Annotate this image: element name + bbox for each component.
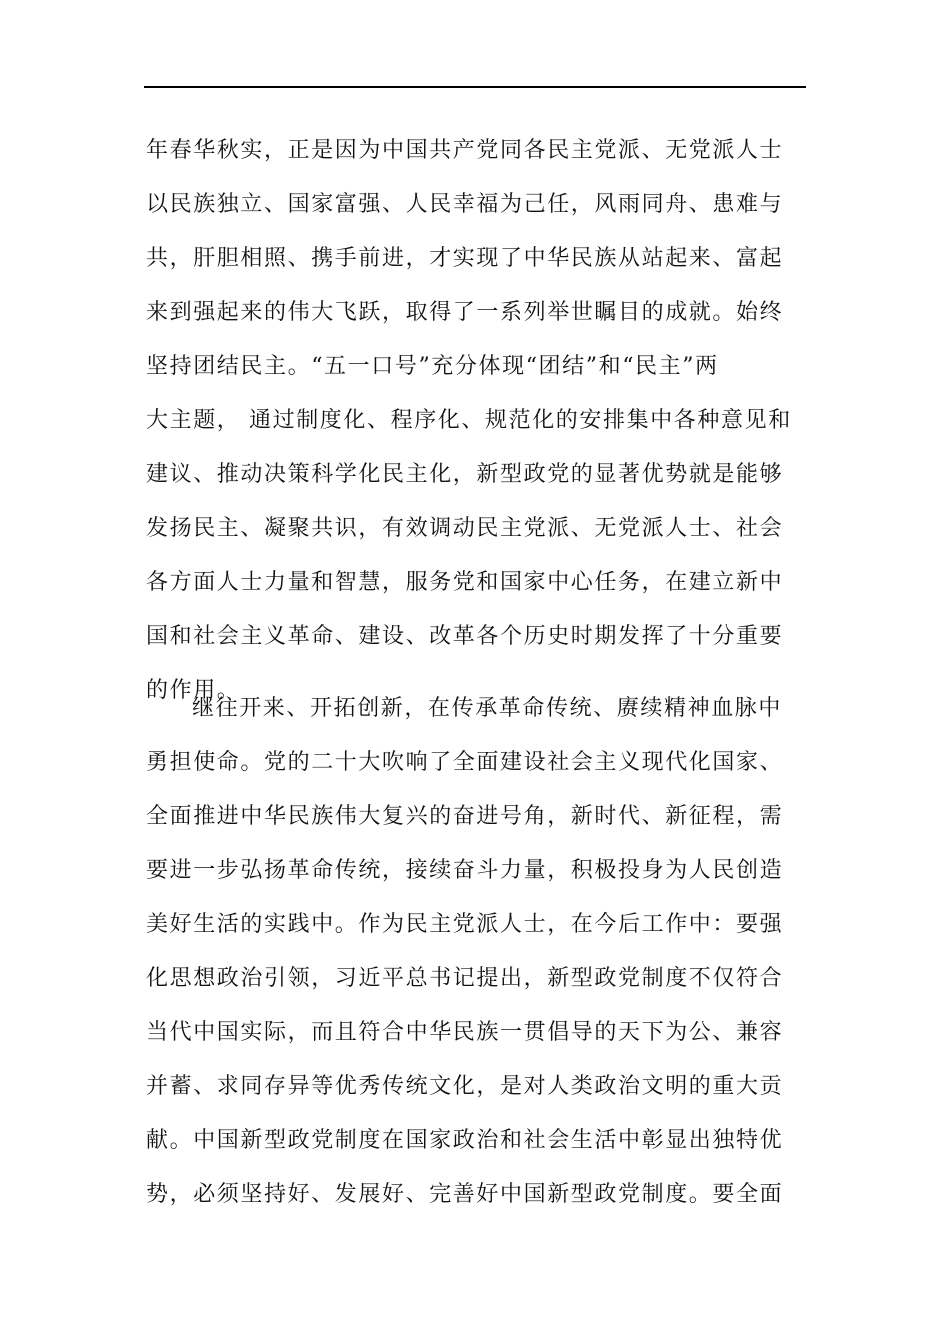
text-line: 坚持团结民主。“五一口号”充分体现“团结”和“民主”两 bbox=[146, 354, 719, 379]
text-line: 年春华秋实，正是因为中国共产党同各民主党派、无党派人士 bbox=[146, 138, 784, 163]
text-line: 大主题， 通过制度化、程序化、规范化的安排集中各种意见和 bbox=[146, 408, 792, 433]
text-line: 当代中国实际，而且符合中华民族一贯倡导的天下为公、兼容 bbox=[146, 1020, 784, 1045]
paragraph-2 bbox=[146, 682, 808, 1222]
text-line: 共，肝胆相照、携手前进，才实现了中华民族从站起来、富起 bbox=[146, 246, 784, 271]
text-line: 国和社会主义革命、建设、改革各个历史时期发挥了十分重要 bbox=[146, 624, 784, 649]
text-line: 并蓄、求同存异等优秀传统文化，是对人类政治文明的重大贡 bbox=[146, 1074, 784, 1099]
text-line: 各方面人士力量和智慧，服务党和国家中心任务，在建立新中 bbox=[146, 570, 784, 595]
text-line: 要进一步弘扬革命传统，接续奋斗力量，积极投身为人民创造 bbox=[146, 858, 784, 883]
text-line: 献。中国新型政党制度在国家政治和社会生活中彰显出独特优 bbox=[146, 1128, 784, 1153]
text-line: 势，必须坚持好、发展好、完善好中国新型政党制度。要全面 bbox=[146, 1182, 784, 1207]
text-line: 继往开来、开拓创新，在传承革命传统、赓续精神血脉中 bbox=[192, 696, 783, 721]
text-line: 化思想政治引领，习近平总书记提出，新型政党制度不仅符合 bbox=[146, 966, 784, 991]
text-line: 发扬民主、凝聚共识，有效调动民主党派、无党派人士、社会 bbox=[146, 516, 784, 541]
header-rule bbox=[144, 86, 806, 88]
text-line: 美好生活的实践中。作为民主党派人士，在今后工作中：要强 bbox=[146, 912, 784, 937]
text-line: 的作用。 bbox=[146, 678, 241, 703]
text-line: 全面推进中华民族伟大复兴的奋进号角，新时代、新征程，需 bbox=[146, 804, 784, 829]
paragraph-1 bbox=[146, 124, 808, 718]
text-line: 以民族独立、国家富强、人民幸福为己任，风雨同舟、患难与 bbox=[146, 192, 784, 217]
text-line: 勇担使命。党的二十大吹响了全面建设社会主义现代化国家、 bbox=[146, 750, 784, 775]
text-line: 来到强起来的伟大飞跃，取得了一系列举世瞩目的成就。始终 bbox=[146, 300, 784, 325]
text-line: 建议、推动决策科学化民主化，新型政党的显著优势就是能够 bbox=[146, 462, 784, 487]
